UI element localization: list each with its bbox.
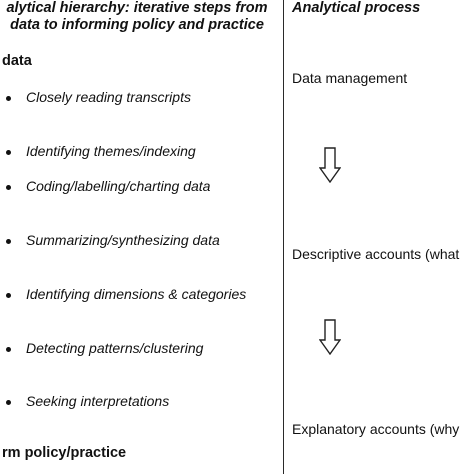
- bullet-icon: [6, 239, 11, 244]
- bullet-icon: [6, 293, 11, 298]
- bullet-icon: [6, 96, 11, 101]
- bullet-icon: [6, 150, 11, 155]
- section-label-data: data: [2, 53, 32, 69]
- down-arrow-icon: [319, 319, 341, 355]
- step-label: Closely reading transcripts: [26, 89, 191, 105]
- step-label: Identifying themes/indexing: [26, 143, 196, 159]
- step-item: [0, 286, 283, 306]
- left-header-line-1: alytical hierarchy: iterative steps from: [6, 0, 268, 16]
- step-item: [0, 143, 283, 163]
- step-item: [0, 232, 283, 252]
- section-label-policy-practice: rm policy/practice: [2, 445, 127, 461]
- step-item: [0, 89, 283, 109]
- step-label: Coding/labelling/charting data: [26, 178, 211, 194]
- process-explanatory-accounts: Explanatory accounts (why: [292, 421, 460, 437]
- step-label: Identifying dimensions & categories: [26, 286, 247, 302]
- step-label: Summarizing/synthesizing data: [26, 232, 220, 248]
- down-arrow-icon: [319, 147, 341, 183]
- process-descriptive-accounts: Descriptive accounts (what: [292, 246, 460, 262]
- step-item: [0, 393, 283, 413]
- step-item: [0, 340, 283, 360]
- step-label: Seeking interpretations: [26, 393, 170, 409]
- bullet-icon: [6, 400, 11, 405]
- column-divider: [283, 0, 284, 474]
- left-column-header: [0, 0, 282, 34]
- bullet-icon: [6, 185, 11, 190]
- process-data-management: Data management: [292, 70, 408, 86]
- step-item: [0, 178, 283, 198]
- right-column-header: Analytical process: [292, 0, 421, 16]
- bullet-icon: [6, 347, 11, 352]
- step-label: Detecting patterns/clustering: [26, 340, 204, 356]
- left-header-line-2: data to informing policy and practice: [10, 17, 264, 33]
